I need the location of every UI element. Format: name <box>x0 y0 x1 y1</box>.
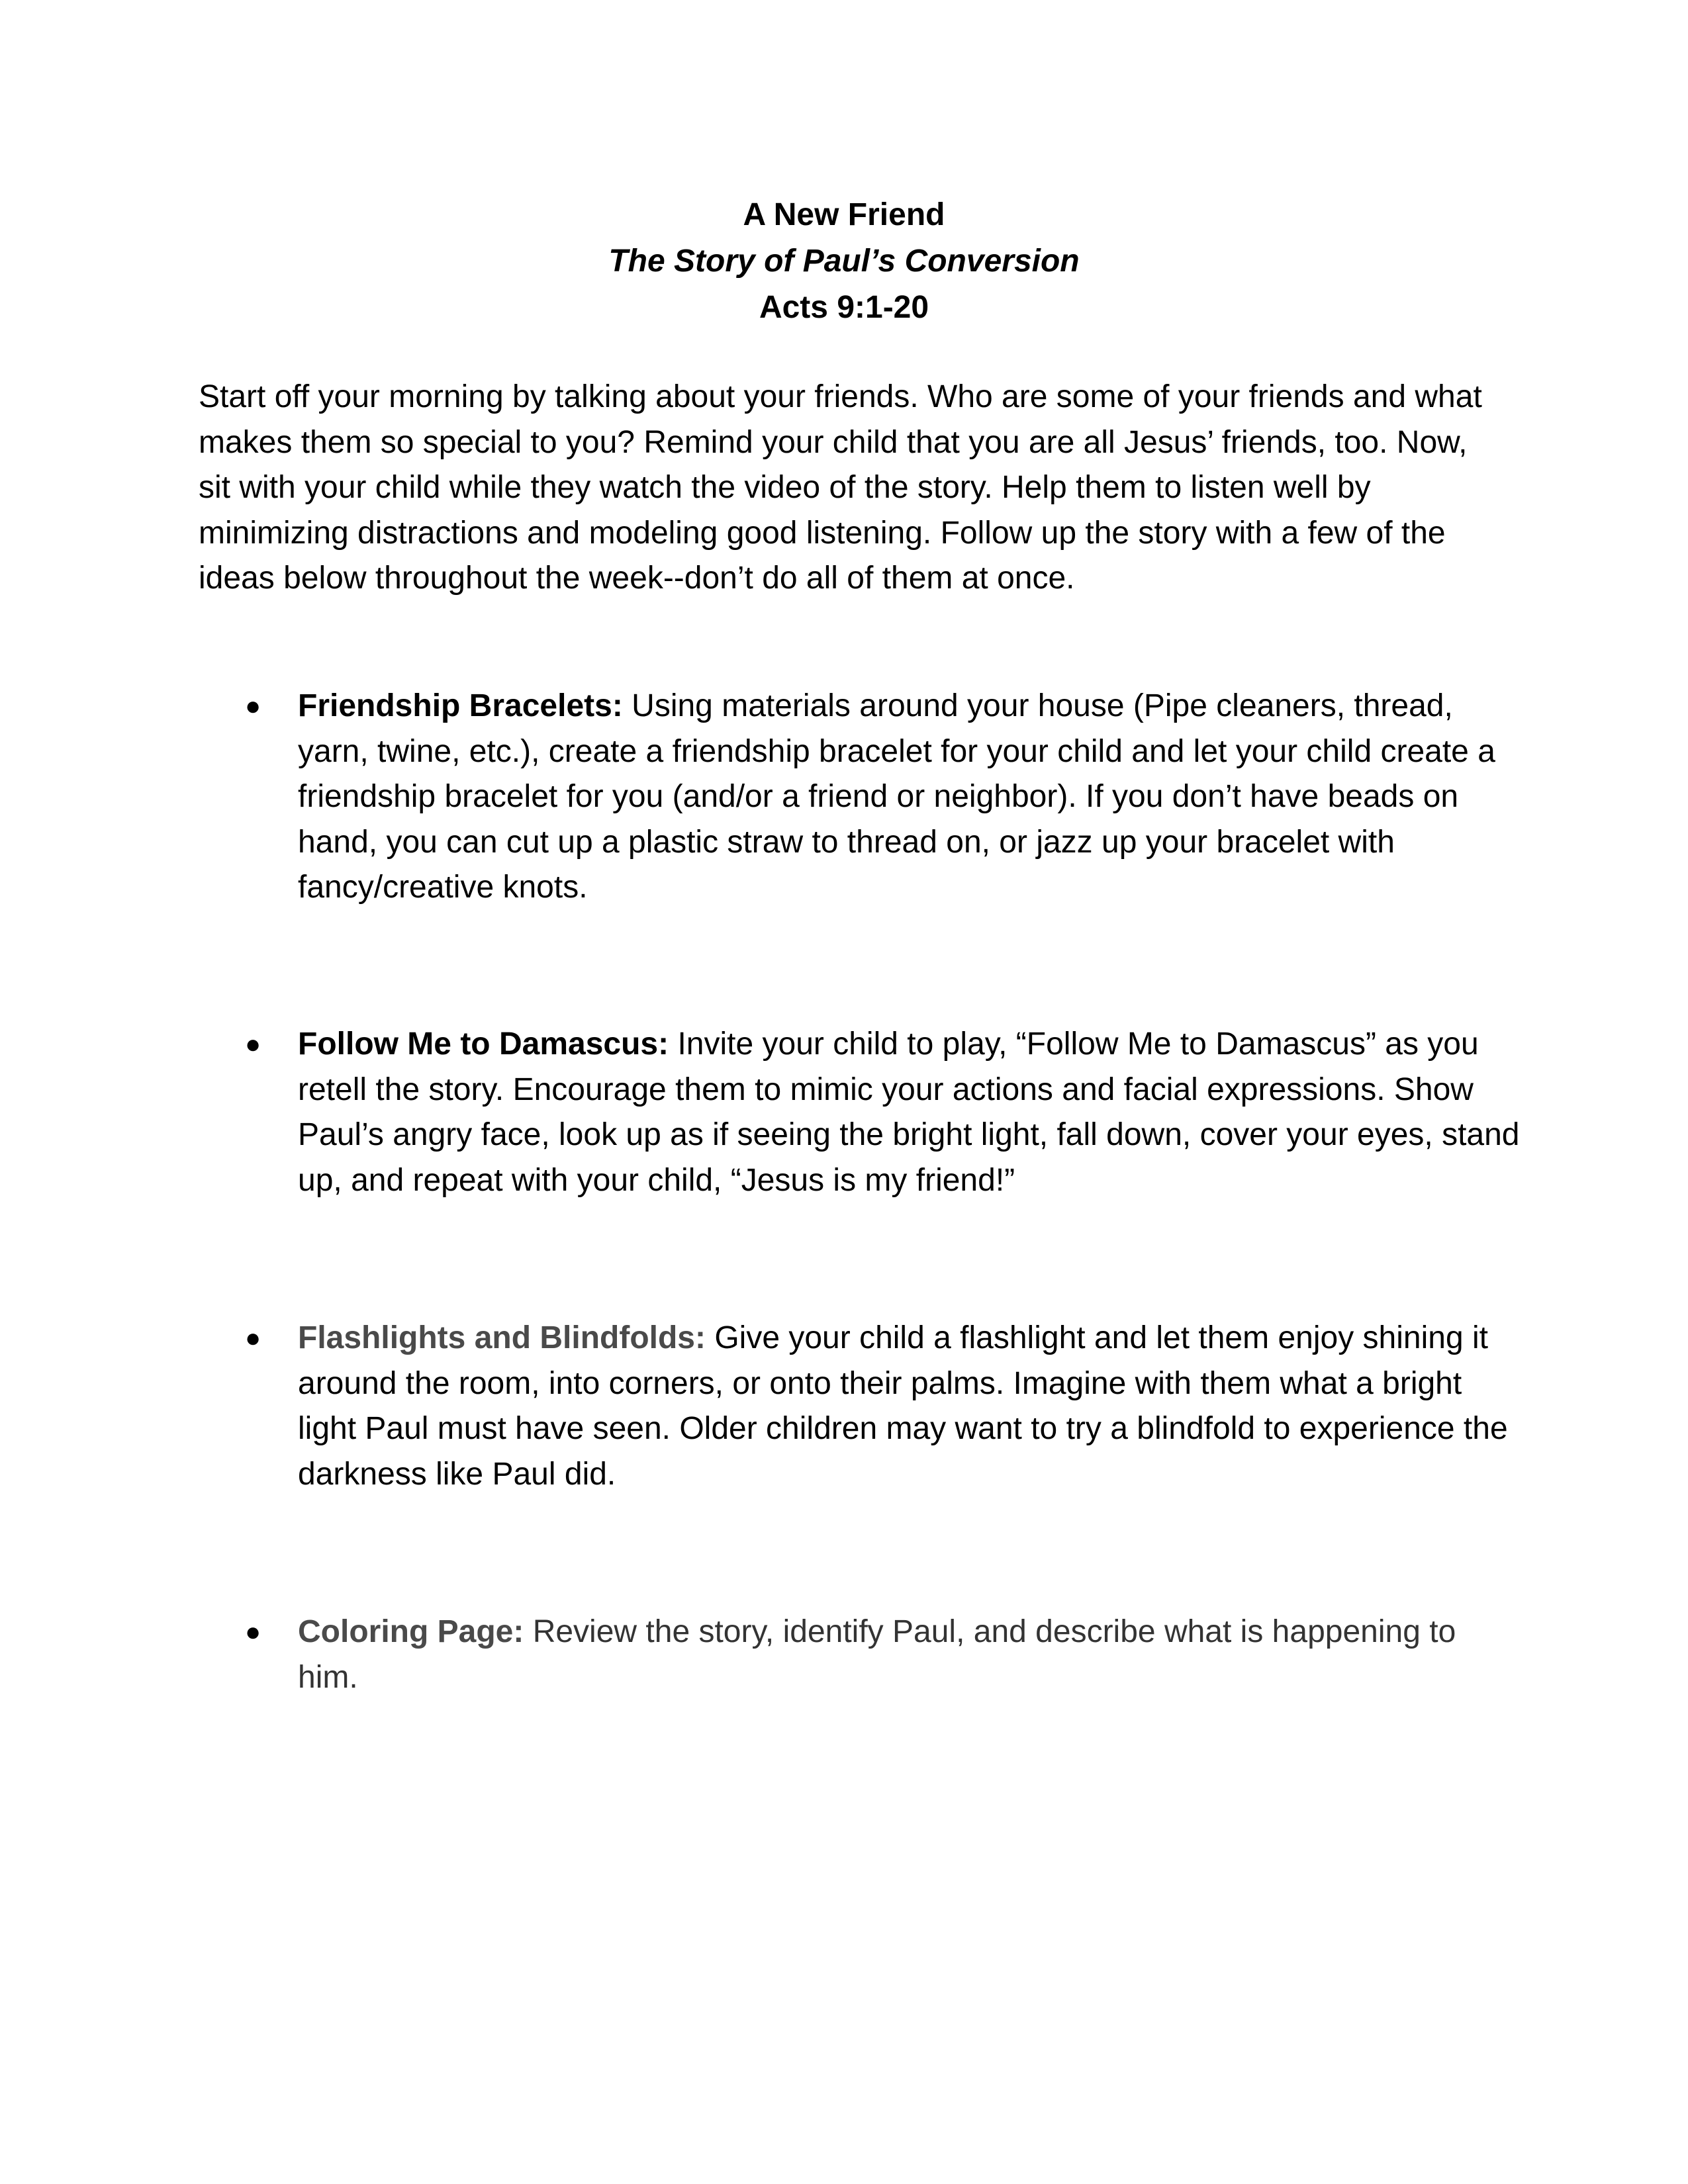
activity-term: Friendship Bracelets: <box>298 688 623 723</box>
bullet-icon: ● <box>245 692 261 721</box>
list-item <box>245 684 1523 911</box>
list-item <box>245 1316 1523 1497</box>
activity-text <box>298 1316 1523 1497</box>
activity-description: Give your child a flashlight and let them enjoy shining it around the room, into corners, or onto their palms. Imagine with them what a bright light Paul must have seen. Older children may want to try a blindfold to experience the darkness like Paul did. <box>298 1320 1508 1492</box>
activity-text <box>298 684 1523 911</box>
activity-description: Invite your child to play, “Follow Me to Damascus” as you retell the story. Encourage them to mimic your actions and facial expressions. Show Paul’s angry face, look up as if seeing the bright light, fall down, cover your eyes, stand up, and repeat with your child, “Jesus is my friend!” <box>298 1026 1520 1198</box>
list-item <box>245 1610 1523 1700</box>
activity-text <box>298 1022 1523 1203</box>
page-title: A New Friend <box>743 197 945 232</box>
document-heading <box>0 192 1688 331</box>
activity-term: Flashlights and Blindfolds: <box>298 1320 706 1355</box>
bullet-icon: ● <box>245 1324 261 1353</box>
activity-term: Coloring Page: <box>298 1614 524 1649</box>
page-subtitle: The Story of Paul’s Conversion <box>608 244 1080 279</box>
intro-paragraph: Start off your morning by talking about your friends. Who are some of your friends and what makes them so special to you? Remind your child that you are all Jesus’ friends, too. Now, sit with your child while they watch the video of the story. Help them to listen well by minimizing distractions and modeling good listening. Follow up the story with a few of the ideas below throughout the week--don’t do all of them at once. <box>199 379 1482 596</box>
activity-description: Using materials around your house (Pipe cleaners, thread, yarn, twine, etc.), create a friendship bracelet for your child and let your child create a friendship bracelet for you (and/or a friend or neighbor). If you don’t have beads on hand, you can cut up a plastic straw to thread on, or jazz up your bracelet with fancy/creative knots. <box>298 688 1495 905</box>
list-item <box>245 1022 1523 1203</box>
activity-term: Follow Me to Damascus: <box>298 1026 669 1062</box>
scripture-reference: Acts 9:1-20 <box>759 290 929 325</box>
activity-description: Review the story, identify Paul, and describe what is happening to him. <box>298 1614 1456 1695</box>
bullet-icon: ● <box>245 1617 261 1647</box>
bullet-icon: ● <box>245 1030 261 1059</box>
activity-text <box>298 1610 1523 1700</box>
